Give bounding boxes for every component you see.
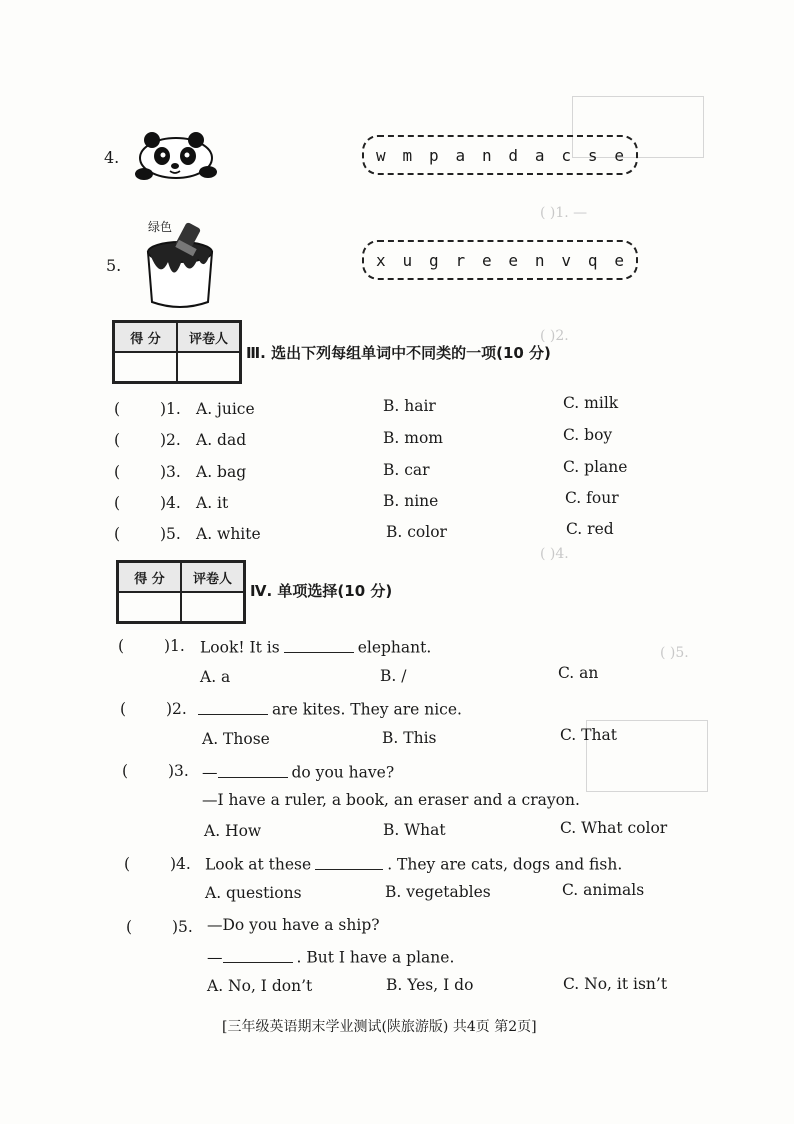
s3-q5-option-c: C. red [566,520,614,538]
s4-q1-blank[interactable] [284,636,354,653]
score-box-section3 [112,320,242,384]
section4-title: Ⅳ. 单项选择(10 分) [250,582,393,600]
letter: n [534,250,545,270]
letter: n [481,145,492,165]
s4-q1-option-b: B. / [380,667,407,685]
s3-q5-paren: ( [114,525,121,543]
grader-cell[interactable] [181,592,244,622]
letter: e [508,250,519,270]
paint-bucket-icon [140,222,220,312]
letter: d [508,145,519,165]
letter: v [561,250,572,270]
s4-q5-option-c: C. No, it isn’t [563,975,668,993]
score-box-section4 [116,560,246,624]
s4-q3-paren: ( [122,762,129,780]
s4-q5-stem [207,946,454,967]
panda-image [130,128,222,184]
s4-q3-option-a: A. How [204,822,262,840]
s3-q3-option-b: B. car [383,461,430,479]
grader-label: 评卷人 [181,562,244,592]
letter: e [614,250,624,270]
s4-q3-stem [202,761,394,782]
bleed-through-text: ( )1. — [540,205,588,221]
s3-q2-option-a: A. dad [196,431,247,449]
s4-q1-number: )1. [164,637,185,655]
s4-q5-line1: —Do you have a ship? [207,916,380,934]
s4-q3-option-b: B. What [383,821,446,839]
s4-q2-stem [198,698,462,719]
letter: a [534,145,545,165]
s3-q4-option-a: A. it [196,494,229,512]
letter: r [455,250,466,270]
letter: e [614,145,624,165]
paint-bucket-label: 绿色 [148,220,173,234]
s3-q5-option-b: B. color [386,523,447,541]
letter: a [455,145,466,165]
s3-q3-option-a: A. bag [196,463,247,481]
s4-q4-number: )4. [170,855,191,873]
paint-bucket-image [140,222,220,312]
s3-q1-number: )1. [160,400,181,418]
s4-q1-stem-pre: Look! It is [200,638,280,657]
s3-q3-paren: ( [114,463,121,481]
s4-q4-option-c: C. animals [562,881,645,899]
s4-q3-line2: —I have a ruler, a book, an eraser and a crayon. [202,791,580,809]
grader-cell[interactable] [177,352,240,382]
letter: w [376,145,386,165]
spelling-4-letter-box [362,135,638,175]
s3-q1-option-a: A. juice [196,400,255,418]
s3-q1-paren: ( [114,400,121,418]
s3-q4-option-b: B. nine [383,492,439,510]
s4-q1-stem [200,636,431,657]
score-cell[interactable] [118,592,181,622]
s4-q3-option-c: C. What color [560,819,668,837]
panda-icon [130,128,222,184]
spelling-5-letter-box [362,240,638,280]
s4-q2-stem-post: are kites. They are nice. [272,700,462,719]
s3-q4-option-c: C. four [565,489,619,507]
letter: q [587,250,598,270]
grader-label: 评卷人 [177,322,240,352]
s4-q1-stem-post: elephant. [357,638,432,657]
s4-q4-option-a: A. questions [205,884,302,902]
s3-q4-number: )4. [160,494,181,512]
s4-q5-blank[interactable] [223,946,293,963]
s4-q4-option-b: B. vegetables [385,883,491,901]
s4-q1-option-a: A. a [200,668,231,686]
s4-q5-option-b: B. Yes, I do [386,976,474,994]
letter: g [428,250,439,270]
score-label: 得 分 [114,322,177,352]
score-label: 得 分 [118,562,181,592]
s4-q2-option-b: B. This [382,729,437,747]
bleed-through-text: ( )4. [540,546,569,562]
letter: m [402,145,413,165]
spelling-4-number: 4. [104,148,120,167]
s4-q2-paren: ( [120,700,127,718]
s4-q1-option-c: C. an [558,664,599,682]
s3-q3-option-c: C. plane [563,458,628,476]
letter: e [481,250,492,270]
s4-q4-stem-pre: Look at these [205,855,312,874]
s4-q5-option-a: A. No, I don’t [207,977,313,995]
page-footer: [三年级英语期末学业测试(陕旅游版) 共4页 第2页] [222,1019,537,1035]
score-cell[interactable] [114,352,177,382]
bleed-through-text: ( )5. [660,645,689,661]
s4-q5-paren: ( [126,918,133,936]
letter: u [402,250,413,270]
s4-q2-number: )2. [166,700,187,718]
s4-q4-stem-post: . They are cats, dogs and fish. [387,855,623,874]
letter: p [428,145,439,165]
s3-q1-option-b: B. hair [383,397,436,415]
s4-q5-stem-post: . But I have a plane. [296,948,455,967]
s4-q4-stem [205,853,622,874]
s4-q3-blank[interactable] [218,761,288,778]
letter: s [587,145,598,165]
s4-q3-stem-post: do you have? [291,763,395,782]
s4-q5-number: )5. [172,918,193,936]
s4-q3-number: )3. [168,762,189,780]
letter: x [376,250,386,270]
s4-q4-blank[interactable] [315,853,383,870]
s3-q2-option-b: B. mom [383,429,443,447]
letter: c [561,145,572,165]
s3-q2-option-c: C. boy [563,426,613,444]
s3-q3-number: )3. [160,463,181,481]
s3-q2-number: )2. [160,431,181,449]
spelling-5-number: 5. [106,256,122,275]
s3-q1-option-c: C. milk [563,394,619,412]
s4-q4-paren: ( [124,855,131,873]
s3-q5-option-a: A. white [196,525,261,543]
s4-q1-paren: ( [118,637,125,655]
s3-q2-paren: ( [114,431,121,449]
s4-q3-stem-pre: — [202,763,218,782]
bleed-through-text: ( )2. [540,328,569,344]
section3-title: Ⅲ. 选出下列每组单词中不同类的一项(10 分) [246,344,551,362]
s4-q2-option-c: C. That [560,726,617,744]
s3-q4-paren: ( [114,494,121,512]
s3-q5-number: )5. [160,525,181,543]
s4-q5-stem-pre: — [207,948,223,967]
s4-q2-option-a: A. Those [202,730,270,748]
s4-q2-blank[interactable] [198,698,268,715]
